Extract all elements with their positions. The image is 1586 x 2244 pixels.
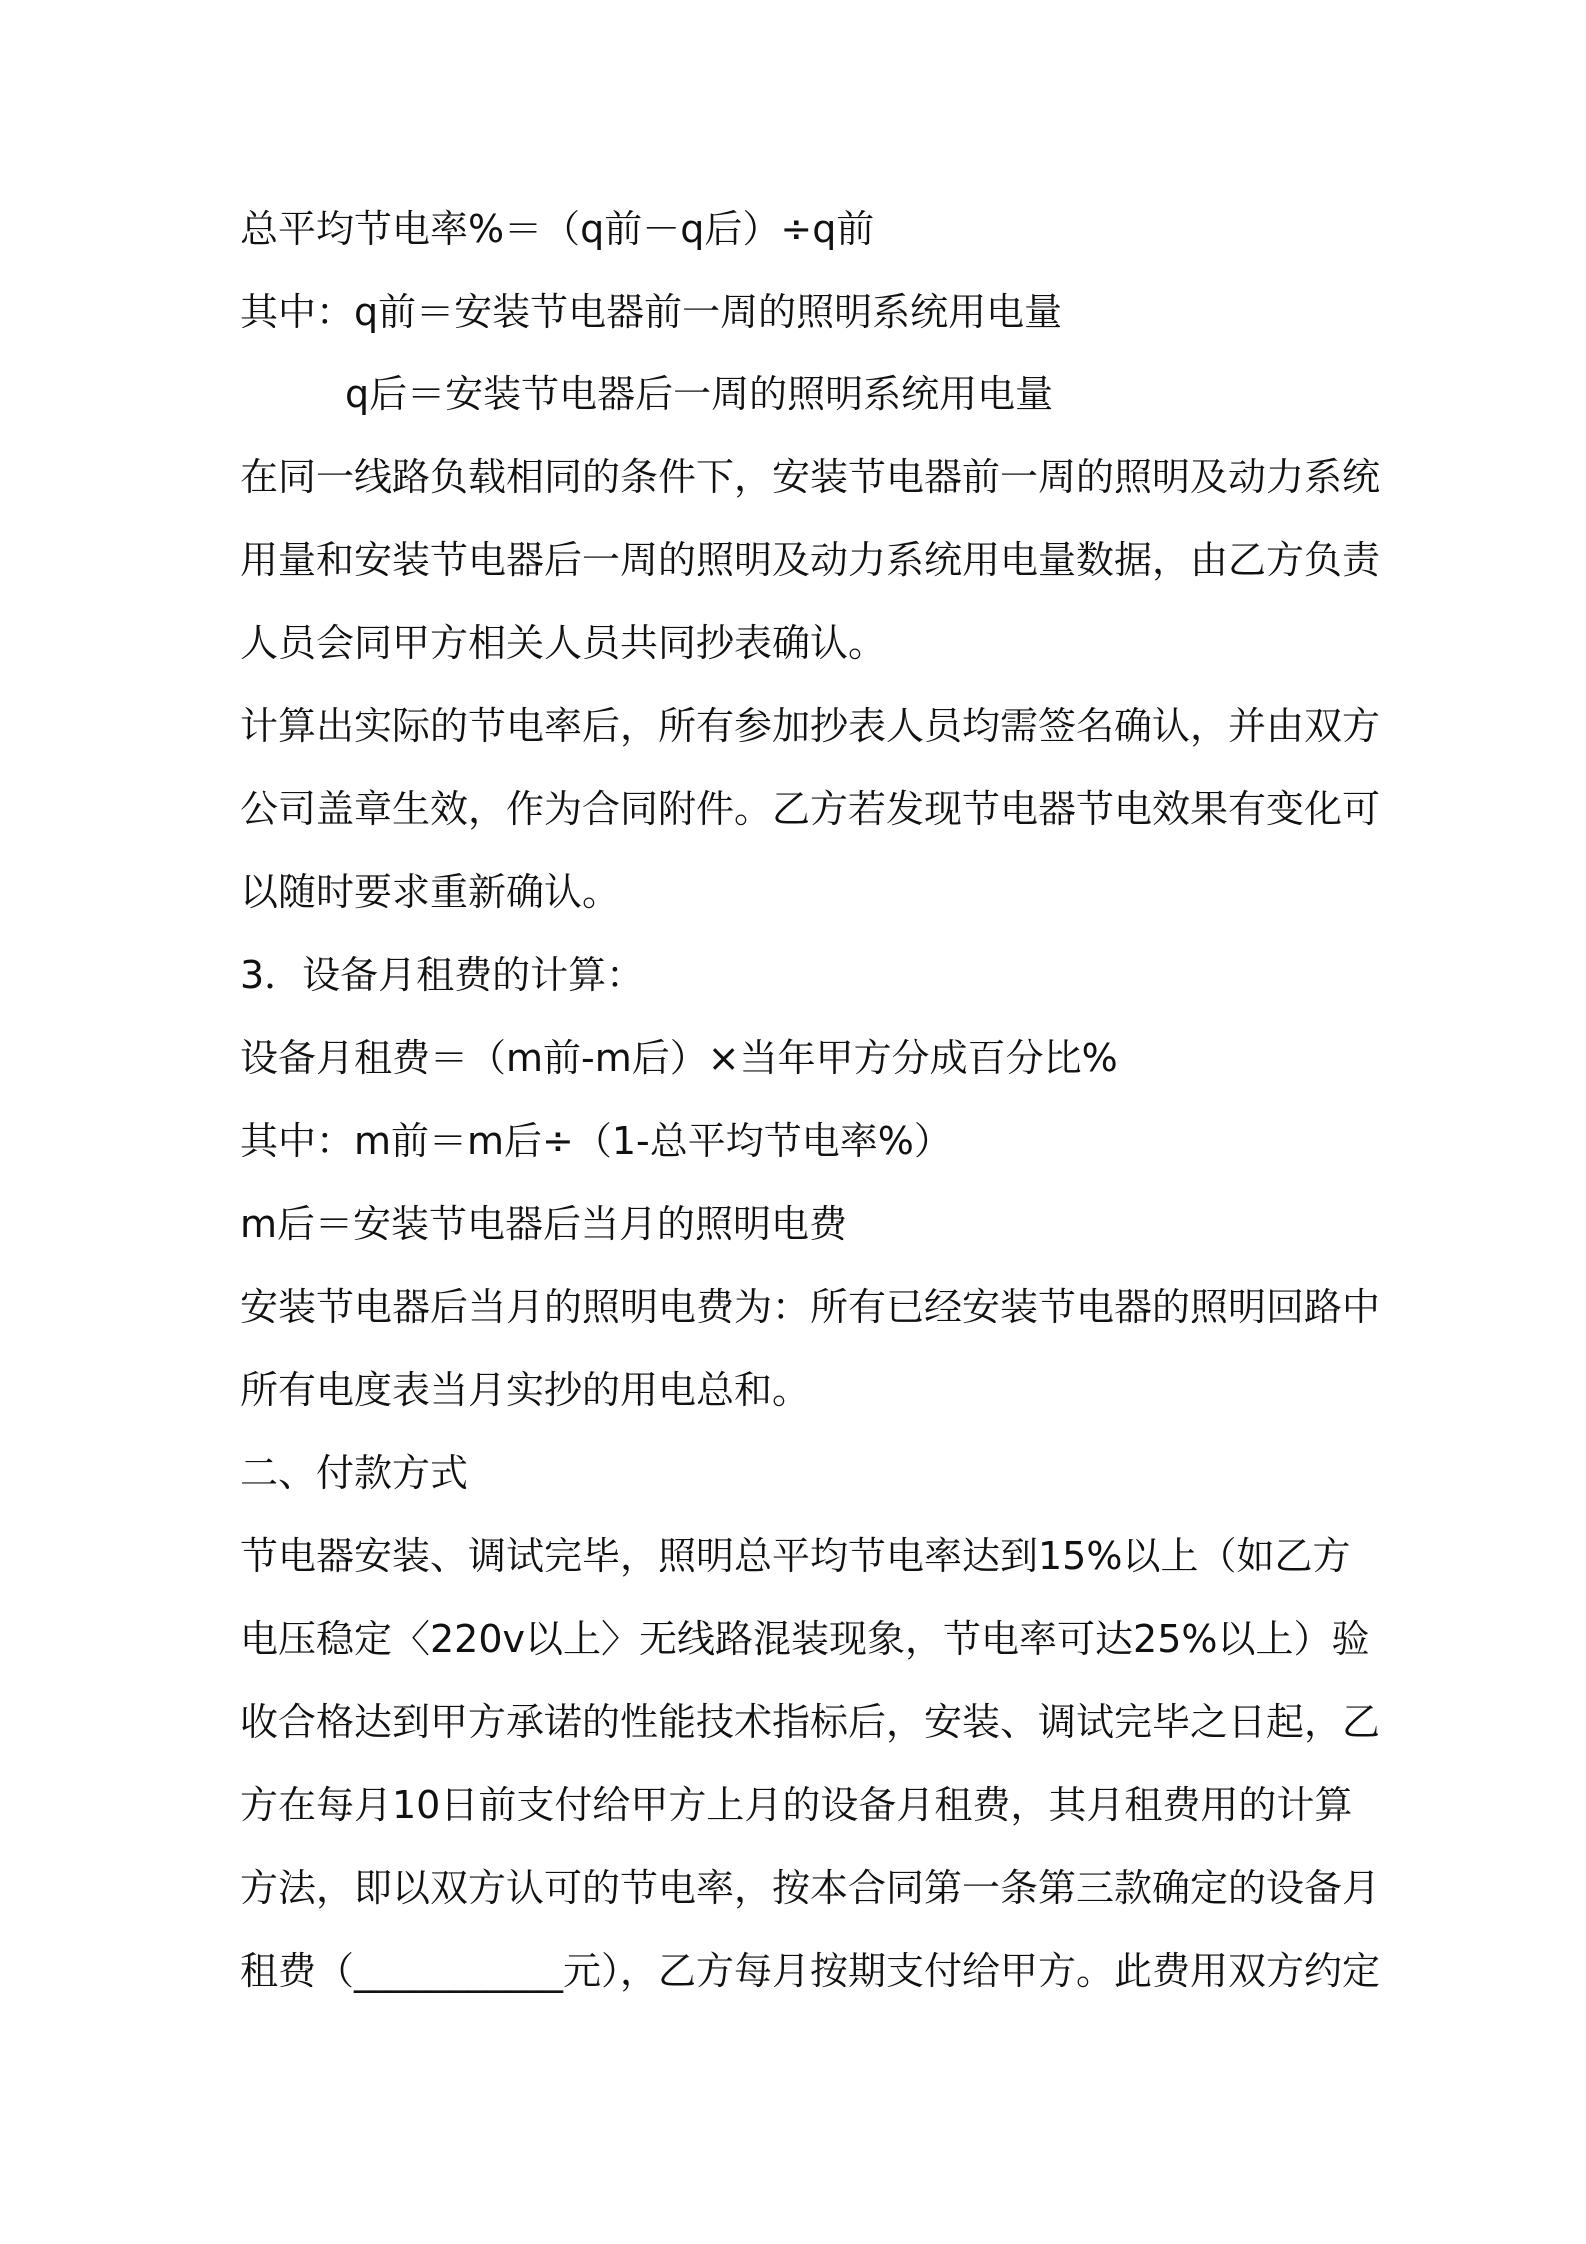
paragraph-line: 电压稳定〈220v以上〉无线路混装现象，节电率可达25%以上）验 — [240, 1617, 1370, 1661]
paragraph-line: 方在每月10日前支付给甲方上月的设备月租费，其月租费用的计算 — [240, 1783, 1353, 1827]
paragraph-line: 在同一线路负载相同的条件下，安装节电器前一周的照明及动力系统 — [240, 455, 1381, 499]
paragraph-line: 计算出实际的节电率后，所有参加抄表人员均需签名确认，并由双方 — [240, 704, 1381, 748]
paragraph-line: 租费（___________元），乙方每月按期支付给甲方。此费用双方约定 — [240, 1949, 1381, 1993]
paragraph-line: 所有电度表当月实抄的用电总和。 — [240, 1368, 811, 1412]
paragraph-line: 收合格达到甲方承诺的性能技术指标后，安装、调试完毕之日起，乙 — [240, 1700, 1381, 1744]
paragraph-line: 安装节电器后当月的照明电费为：所有已经安装节电器的照明回路中 — [240, 1285, 1381, 1329]
formula-total-saving-rate: 总平均节电率%＝（q前－q后）÷q前 — [240, 207, 875, 251]
definition-m-after: m后＝安装节电器后当月的照明电费 — [240, 1202, 848, 1246]
paragraph-line: 人员会同甲方相关人员共同抄表确认。 — [240, 621, 887, 665]
formula-monthly-rent: 设备月租费＝（m前-m后）×当年甲方分成百分比% — [240, 1036, 1118, 1080]
paragraph-line: 公司盖章生效，作为合同附件。乙方若发现节电器节电效果有变化可 — [240, 787, 1381, 831]
paragraph-line: 方法，即以双方认可的节电率，按本合同第一条第三款确定的设备月 — [240, 1866, 1381, 1910]
paragraph-line: 用量和安装节电器后一周的照明及动力系统用电量数据，由乙方负责 — [240, 538, 1381, 582]
paragraph-line: 节电器安装、调试完毕，照明总平均节电率达到15%以上（如乙方 — [240, 1534, 1351, 1578]
definition-q-before: 其中：q前＝安装节电器前一周的照明系统用电量 — [240, 290, 1063, 334]
paragraph-line: 以随时要求重新确认。 — [240, 870, 621, 914]
definition-m-before: 其中：m前＝m后÷（1-总平均节电率%） — [240, 1119, 952, 1163]
definition-q-after: q后＝安装节电器后一周的照明系统用电量 — [345, 372, 1054, 416]
section-heading-monthly-rent: 3．设备月租费的计算： — [240, 953, 645, 997]
section-heading-payment: 二、付款方式 — [240, 1451, 469, 1495]
